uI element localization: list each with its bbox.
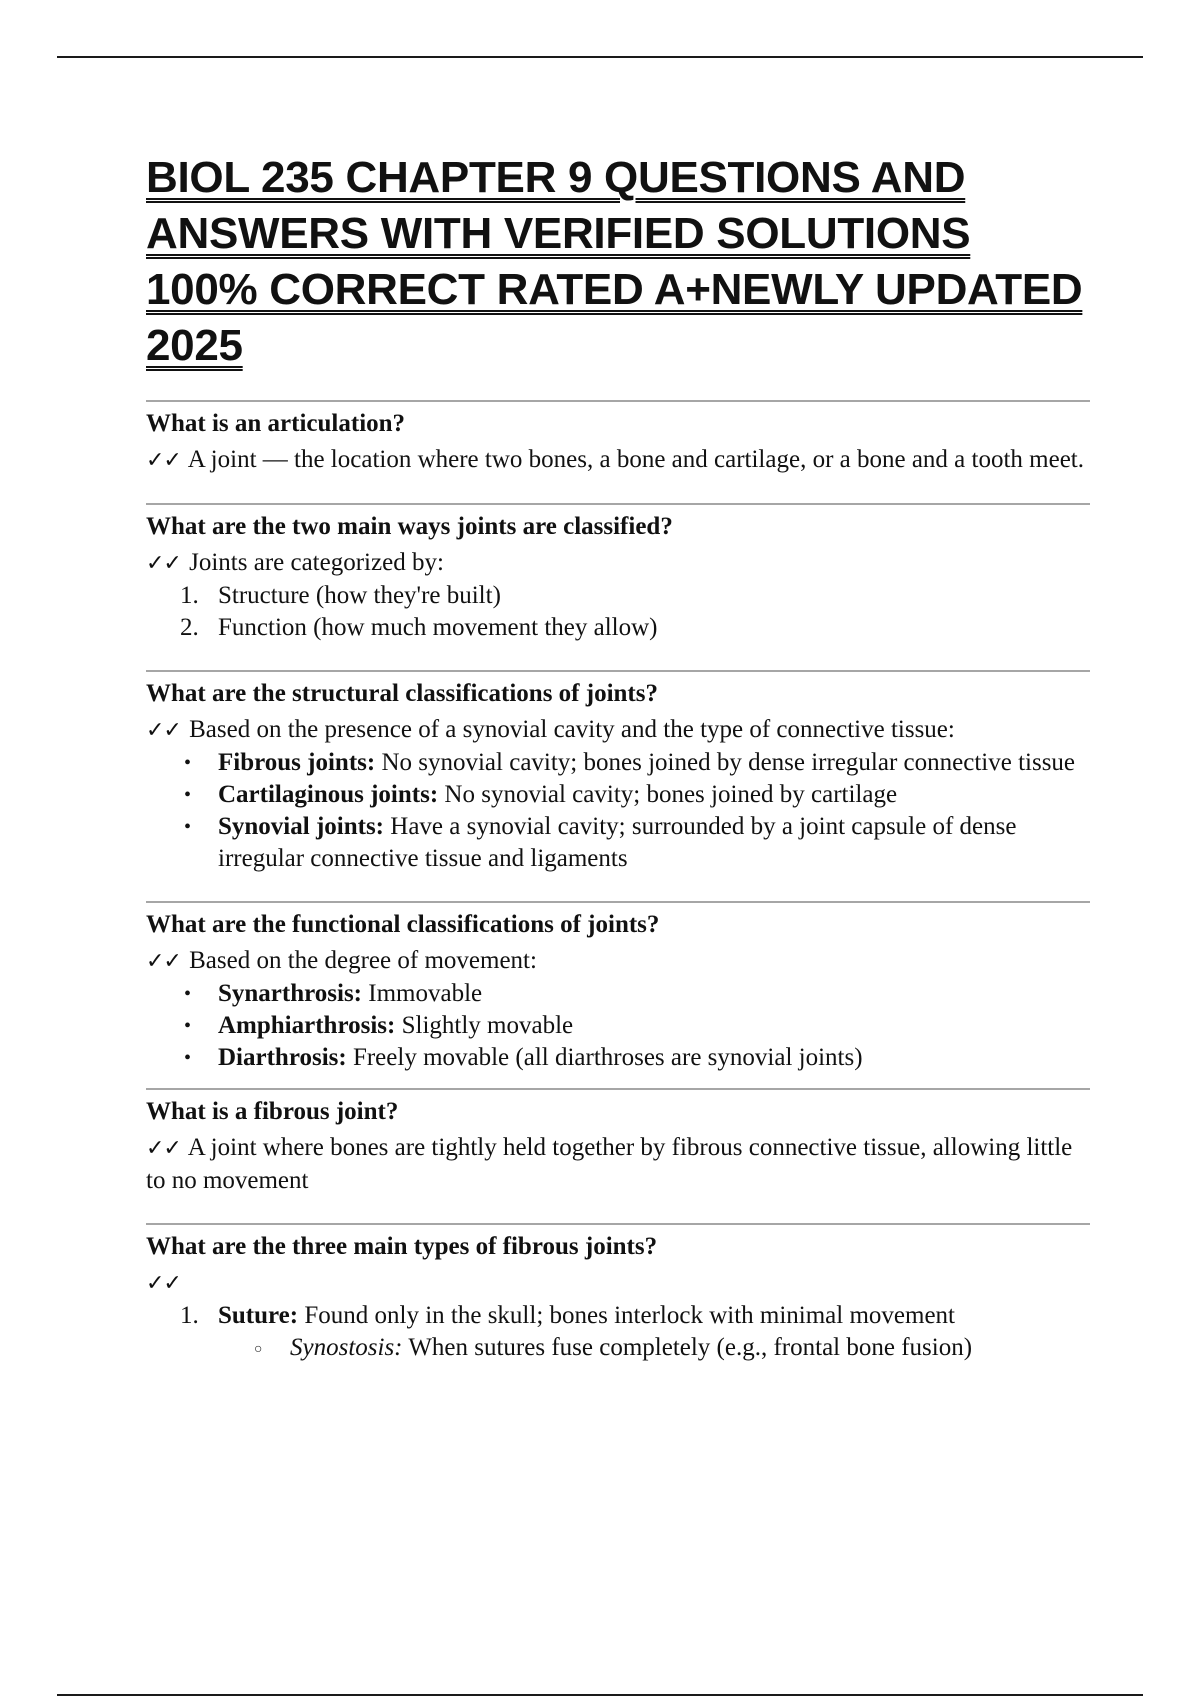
bullet-icon: • bbox=[184, 752, 192, 774]
bottom-rule bbox=[57, 1694, 1143, 1696]
bullet-icon: • bbox=[184, 983, 192, 1005]
term-label: Amphiarthrosis: bbox=[218, 1012, 396, 1039]
list-item-text: No synovial cavity; bones joined by dense irregular connective tissue bbox=[381, 749, 1076, 776]
question-text: What are the two main ways joints are classified? bbox=[146, 513, 673, 540]
list-item bbox=[146, 612, 1090, 644]
qa-block-structural-classifications bbox=[146, 670, 1090, 875]
list-item bbox=[146, 779, 1090, 811]
qa-block-classification-ways bbox=[146, 503, 1090, 644]
qa-block-fibrous-joint-types bbox=[146, 1223, 1090, 1364]
list-item-text: Freely movable (all diarthroses are synovial joints) bbox=[352, 1044, 863, 1071]
list-item-text: Have a synovial cavity; surrounded by a joint capsule of dense irregular connective tissue and ligaments bbox=[218, 813, 1017, 872]
list-item-text: When sutures fuse completely (e.g., frontal bone fusion) bbox=[408, 1334, 973, 1361]
answer-body: A joint where bones are tightly held together by fibrous connective tissue, allowing little to no movement bbox=[146, 1134, 1073, 1194]
list-number: 1. bbox=[180, 582, 199, 609]
bullet-icon: • bbox=[184, 784, 192, 806]
term-label: Cartilaginous joints: bbox=[218, 781, 439, 808]
term-label: Synostosis: bbox=[290, 1334, 403, 1361]
bullet-icon: • bbox=[184, 1047, 192, 1069]
list-item bbox=[146, 811, 1090, 875]
qa-block-articulation bbox=[146, 400, 1090, 477]
list-item bbox=[146, 580, 1090, 612]
answer-text bbox=[146, 444, 1090, 477]
question-text: What is an articulation? bbox=[146, 410, 406, 437]
bullet-icon: • bbox=[184, 816, 192, 838]
list-item-text: No synovial cavity; bones joined by cartilage bbox=[444, 781, 898, 808]
question-text: What are the functional classifications of joints? bbox=[146, 911, 660, 938]
answer-text bbox=[146, 945, 1090, 978]
list-item-text: Function (how much movement they allow) bbox=[218, 614, 658, 641]
answer-body: Based on the presence of a synovial cavity and the type of connective tissue: bbox=[189, 716, 955, 743]
answer-body: Joints are categorized by: bbox=[189, 549, 444, 576]
circle-bullet-icon: ○ bbox=[254, 1342, 263, 1357]
bullet-icon: • bbox=[184, 1015, 192, 1037]
term-label: Suture: bbox=[218, 1302, 299, 1329]
answer-text bbox=[146, 714, 1090, 747]
bullet-list bbox=[146, 747, 1090, 875]
term-label: Diarthrosis: bbox=[218, 1044, 347, 1071]
double-check-icon: ✓✓ bbox=[146, 1136, 181, 1161]
list-item bbox=[146, 1042, 1090, 1074]
list-item-text: Slightly movable bbox=[401, 1012, 574, 1039]
answer-text bbox=[146, 1267, 1090, 1300]
term-label: Fibrous joints: bbox=[218, 749, 376, 776]
document-title: BIOL 235 CHAPTER 9 QUESTIONS AND ANSWERS WITH VERIFIED SOLUTIONS 100% CORRECT RATED A+NEWLY UPDATED 2025 bbox=[146, 153, 1083, 370]
bullet-list bbox=[146, 978, 1090, 1074]
double-check-icon: ✓✓ bbox=[146, 718, 181, 743]
list-number: 2. bbox=[180, 614, 199, 641]
list-item-text: Found only in the skull; bones interlock with minimal movement bbox=[304, 1302, 955, 1329]
double-check-icon: ✓✓ bbox=[146, 1271, 181, 1296]
qa-block-functional-classifications bbox=[146, 901, 1090, 1074]
qa-block-fibrous-joint bbox=[146, 1088, 1090, 1197]
list-item bbox=[146, 1010, 1090, 1042]
double-check-icon: ✓✓ bbox=[146, 448, 181, 473]
answer-body: Based on the degree of movement: bbox=[189, 947, 537, 974]
question-text: What are the three main types of fibrous joints? bbox=[146, 1233, 658, 1260]
list-item-text: Structure (how they're built) bbox=[218, 582, 501, 609]
numbered-list bbox=[146, 1300, 1090, 1332]
term-label: Synarthrosis: bbox=[218, 980, 363, 1007]
numbered-list bbox=[146, 580, 1090, 644]
top-rule bbox=[57, 56, 1143, 58]
list-item bbox=[146, 978, 1090, 1010]
sub-list bbox=[146, 1332, 1090, 1364]
sub-list-item bbox=[146, 1332, 1090, 1364]
document-body bbox=[146, 150, 1090, 1364]
list-number: 1. bbox=[180, 1302, 199, 1329]
list-item-text: Immovable bbox=[368, 980, 483, 1007]
question-text: What are the structural classifications of joints? bbox=[146, 680, 658, 707]
list-item bbox=[146, 1300, 1090, 1332]
list-item bbox=[146, 747, 1090, 779]
question-text: What is a fibrous joint? bbox=[146, 1098, 399, 1125]
term-label: Synovial joints: bbox=[218, 813, 385, 840]
double-check-icon: ✓✓ bbox=[146, 551, 181, 576]
answer-body: A joint — the location where two bones, a bone and cartilage, or a bone and a tooth meet. bbox=[187, 446, 1085, 473]
double-check-icon: ✓✓ bbox=[146, 949, 181, 974]
answer-text bbox=[146, 1132, 1090, 1197]
answer-text bbox=[146, 547, 1090, 580]
